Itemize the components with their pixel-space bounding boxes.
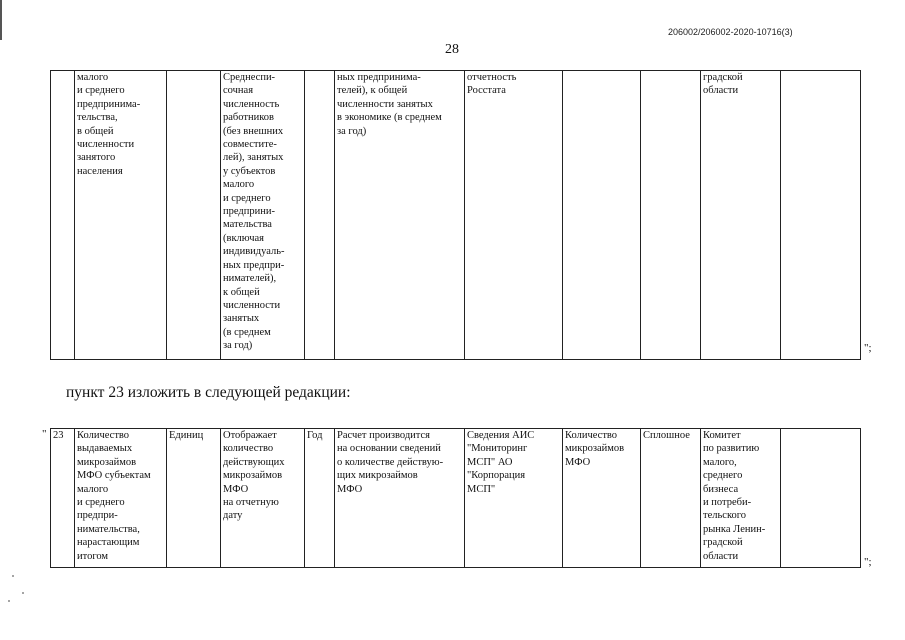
cell-collection-method: Сплошное bbox=[641, 429, 701, 568]
closing-quote: "; bbox=[864, 556, 872, 568]
scan-speck bbox=[8, 600, 10, 602]
cell-indicator-name: Количество выдаваемых микрозаймов МФО субъектам малого и среднего предпри- нимательства, нарастающим итогом bbox=[75, 429, 167, 568]
cell-number: 23 bbox=[51, 429, 75, 568]
cell-periodicity: Год bbox=[305, 429, 335, 568]
cell-calculation-method: Расчет производится на основании сведений о количестве действую- щих микрозаймов МФО bbox=[335, 429, 465, 568]
opening-quote: " bbox=[42, 428, 47, 440]
scan-speck bbox=[12, 575, 14, 577]
cell-collection-method bbox=[641, 71, 701, 360]
page-edge-line bbox=[0, 0, 2, 40]
table-row bbox=[51, 71, 861, 360]
cell-definition: Среднеспи- сочная численность работников (без внешних совместите- лей), занятых у субъектов малого и среднего предприни- мательства (включая индивидуаль- ных предпри- нимателей), к общей численности занятых (в среднем за год) bbox=[221, 71, 305, 360]
cell-data-source: отчетность Росстата bbox=[465, 71, 563, 360]
cell-observation-unit bbox=[563, 71, 641, 360]
cell-responsible: Комитет по развитию малого, среднего бизнеса и потреби- тельского рынка Ленин- градской области bbox=[701, 429, 781, 568]
cell-calculation-method: ных предпринима- телей), к общей численности занятых в экономике (в среднем за год) bbox=[335, 71, 465, 360]
cell-periodicity bbox=[305, 71, 335, 360]
cell-number bbox=[51, 71, 75, 360]
cell-notes bbox=[781, 429, 861, 568]
page-number: 28 bbox=[445, 42, 459, 57]
table-row bbox=[51, 429, 861, 568]
cell-data-source: Сведения АИС "Мониторинг МСП" АО "Корпорация МСП" bbox=[465, 429, 563, 568]
cell-observation-unit: Количество микрозаймов МФО bbox=[563, 429, 641, 568]
document-number: 206002/206002-2020-10716(3) bbox=[668, 27, 793, 37]
closing-quote: "; bbox=[864, 342, 872, 354]
cell-unit bbox=[167, 71, 221, 360]
indicator-table-item-23 bbox=[50, 428, 861, 568]
scan-speck bbox=[22, 592, 24, 594]
cell-notes bbox=[781, 71, 861, 360]
cell-unit: Единиц bbox=[167, 429, 221, 568]
indicator-table-continuation bbox=[50, 70, 861, 360]
cell-indicator-name: малого и среднего предпринима- тельства, в общей численности занятого населения bbox=[75, 71, 167, 360]
cell-responsible: градской области bbox=[701, 71, 781, 360]
cell-definition: Отображает количество действующих микрозаймов МФО на отчетную дату bbox=[221, 429, 305, 568]
amendment-instruction: пункт 23 изложить в следующей редакции: bbox=[66, 384, 351, 401]
